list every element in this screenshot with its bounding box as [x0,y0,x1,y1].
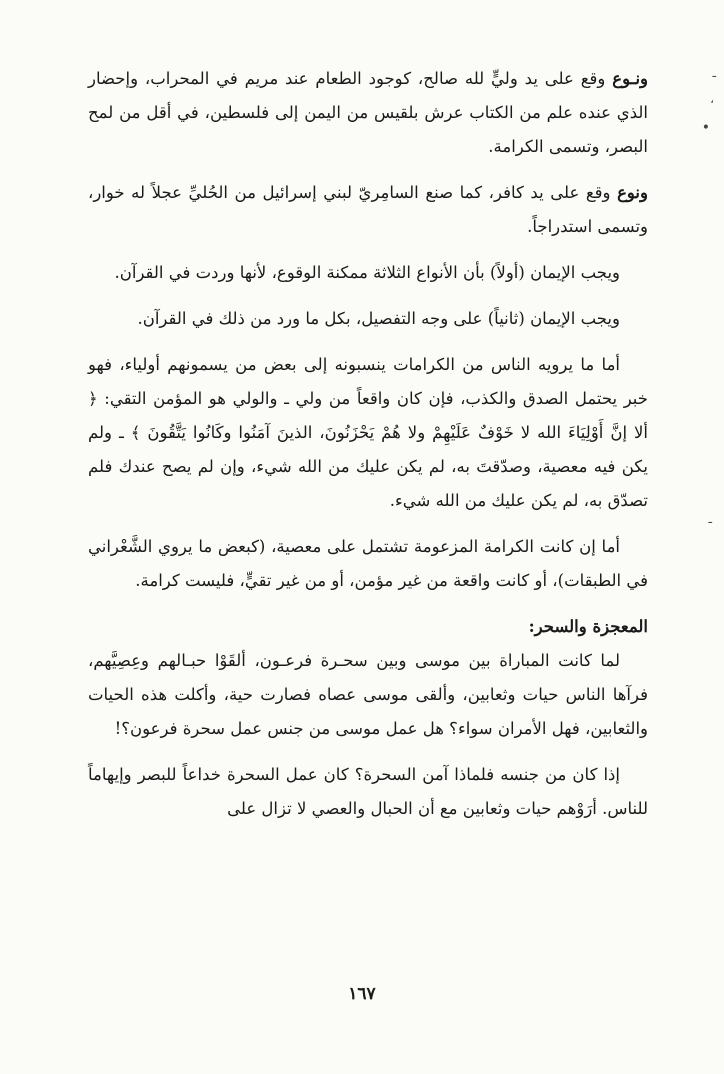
paragraph [88,644,648,746]
paragraph-text: أما إن كانت الكرامة المزعومة تشتمل على معصية، (كبعض ما يروي الشَّعْراني في الطبقات)، أو كانت واقعة من غير مؤمن، أو من غير تقيٍّ، فليست كرامة. [88,537,648,590]
paragraph-lead: ونـوع [612,69,648,88]
paragraph-text: وقع على يد كافر، كما صنع السامِريّ لبني إسرائيل من الحُليِّ عجلاً له خوار، وتسمى استدراجاً. [88,183,648,236]
paragraph-text: وقع على يد وليٍّ لله صالح، كوجود الطعام عند مريم في المحراب، وإحضار الذي عنده علم من الكتاب عرش بلقيس من اليمن إلى فلسطين، في أقل من لمح البصر، وتسمى الكرامة. [88,69,648,156]
paragraph [88,62,648,164]
paragraph-text: ويجب الإيمان (أولاً) بأن الأنواع الثلاثة ممكنة الوقوع، لأنها وردت في القرآن. [114,263,620,282]
paragraph [88,530,648,598]
margin-mark: ـ [712,66,716,80]
paragraph-lead: ونوع [617,183,648,202]
paragraph-text: إذا كان من جنسه فلماذا آمن السحرة؟ كان عمل السحرة خداعاً للبصر وإيهاماً للناس. أرَوْهم حيات وثعابين مع أن الحبال والعصي لا تزال على [88,765,648,818]
paragraph [88,348,648,518]
paragraph [88,758,648,826]
margin-mark: ، [710,92,714,106]
page-number: ١٦٧ [348,984,376,1004]
paragraph-text: لما كانت المباراة بين موسى وبين سحـرة فرعـون، ألقَوْا حبـالهم وعِصِيَّهم، فرآها الناس حيات وثعابين، وألقى موسى عصاه فصارت حية، وأكلت هذه الحيات والثعابين، فهل الأمران سواء؟ هل عمل موسى من جنس عمل سحرة فرعون؟! [88,651,648,738]
margin-mark: • [701,120,710,136]
margin-mark: ـ [708,512,712,526]
paragraph [88,256,648,290]
section-heading: المعجزة والسحر: [528,617,648,636]
paragraph [88,176,648,244]
page-body [88,62,648,838]
paragraph-text: ويجب الإيمان (ثانياً) على وجه التفصيل، بكل ما ورد من ذلك في القرآن. [137,309,620,328]
paragraph [88,302,648,336]
paragraph-text: أما ما يرويه الناس من الكرامات ينسبونه إلى بعض من يسمونهم أولياء، فهو خبر يحتمل الصدق والكذب، فإن كان واقعاً من ولي ـ والولي هو المؤمن التقي: ﴿ ألا إنَّ أَوْلِيَاءَ الله لا خَوْفٌ عَلَيْهِمْ ولا هُمْ يَحْزَنُونَ، الذينَ آمَنُوا وكَانُوا يَتَّقُونَ ﴾ ـ ولم يكن فيه معصية، وصدّقتَ به، لم يكن عليك من الله شيء، وإن لم يصح عندك فلم تصدّق به، لم يكن عليك من الله شيء. [88,355,648,510]
